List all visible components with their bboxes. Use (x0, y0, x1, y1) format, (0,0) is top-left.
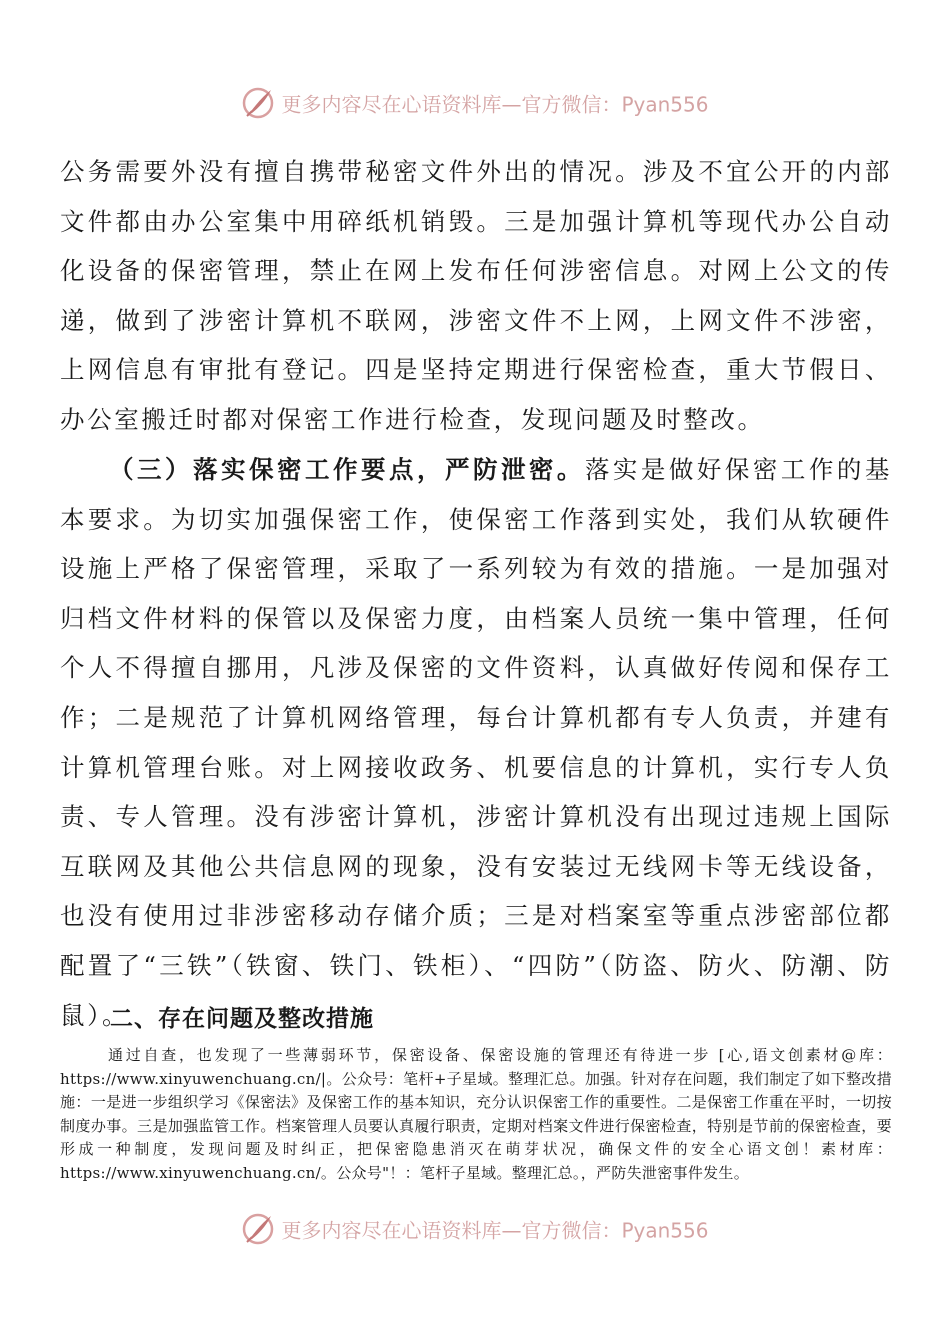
paragraph-3: 通过自查，也发现了一些薄弱环节，保密设备、保密设施的管理还有待进一步 [心,语文创素材@库：https://www.xinyuwenchuang.cn/|。公众号：笔杆+子星域。整理汇总。加强。针对存在问题，我们制定了如下整改措施：一是进一步组织学习《保密法》及保密工作的基本知识，充分认识保密工作的重要性。二是保密工作重在平时，一切按制度办事。三是加强监管工作。档案管理人员要认真履行职责，定期对档案文件进行保密检查，特别是节前的保密检查，要形成一种制度，发现问题及时纠正，把保密隐患消灭在萌芽状况，确保文件的安全心语文创！素材库：https://www.xinyuwenchuang.cn/。公众号"！：笔杆子星域。整理汇总。，严防失泄密事件发生。 (60, 1046, 892, 1182)
watermark-text: 更多内容尽在心语资料库—官方微信：Pyan556 (281, 92, 709, 117)
quill-logo-icon (241, 86, 275, 120)
watermark-text: 更多内容尽在心语资料库—官方微信：Pyan556 (281, 1218, 709, 1243)
paragraph-1: 公务需要外没有擅自携带秘密文件外出的情况。涉及不宜公开的内部文件都由办公室集中用碎纸机销毁。三是加强计算机等现代办公自动化设备的保密管理，禁止在网上发布任何涉密信息。对网上公文的传递，做到了涉密计算机不联网，涉密文件不上网，上网文件不涉密，上网信息有审批有登记。四是坚持定期进行保密检查，重大节假日、办公室搬迁时都对保密工作进行检查，发现问题及时整改。 (60, 157, 892, 434)
footer-watermark (0, 1212, 950, 1246)
section-heading: 二、存在问题及整改措施 (110, 1006, 374, 1032)
quill-logo-icon (241, 1212, 275, 1246)
paragraph-2-text: 落实是做好保密工作的基本要求。为切实加强保密工作，使保密工作落到实处，我们从软硬件设施上严格了保密管理，采取了一系列较为有效的措施。一是加强对归档文件材料的保管以及保密力度，由档案人员统一集中管理，任何个人不得擅自挪用，凡涉及保密的文件资料，认真做好传阅和保存工作；二是规范了计算机网络管理，每台计算机都有专人负责，并建有计算机管理台账。对上网接收政务、机要信息的计算机，实行专人负责、专人管理。没有涉密计算机，涉密计算机没有出现过违规上国际互联网及其他公共信息网的现象，没有安装过无线网卡等无线设备，也没有使用过非涉密移动存储介质；三是对档案室等重点涉密部位都配置了“三铁”（铁窗、铁门、铁柜）、“四防”（防盗、防火、防潮、防鼠）。 (60, 455, 892, 1030)
header-watermark (0, 86, 950, 120)
paragraph-2 (60, 445, 892, 1040)
section-subheading: （三）落实保密工作要点，严防泄密。 (109, 455, 585, 484)
